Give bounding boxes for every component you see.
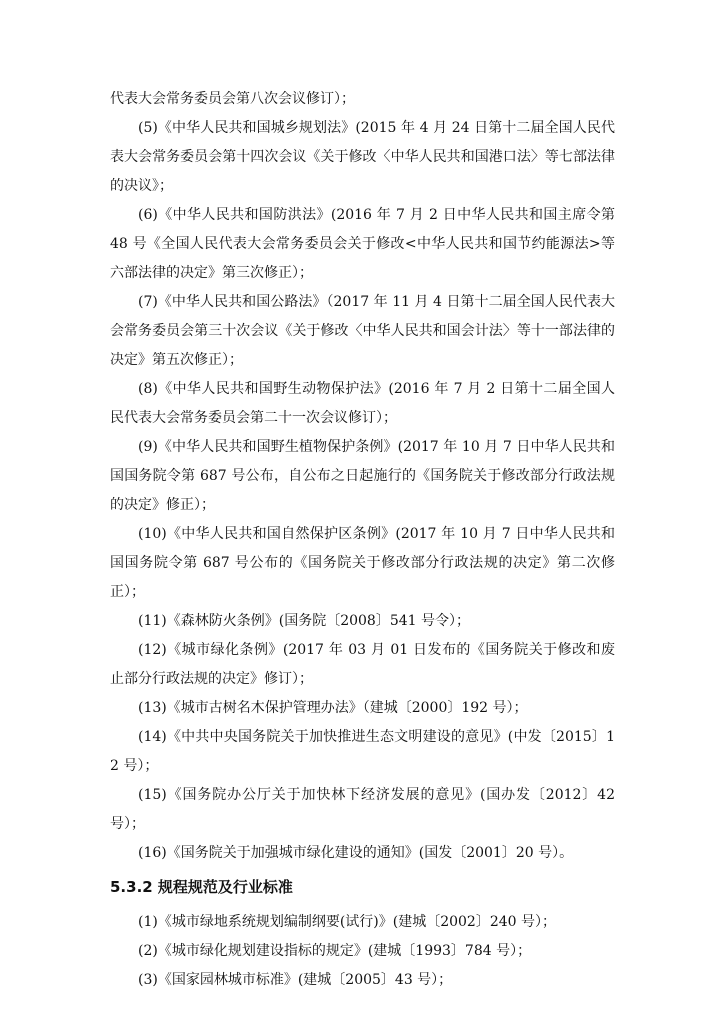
paragraph-item-7: (7)《中华人民共和国公路法》（2017 年 11 月 4 日第十二届全国人民代表大会常务委员会第三十次会议《关于修改〈中华人民共和国会计法〉等十一部法律的决定》第五次修正）； (110, 294, 615, 368)
document-page (110, 85, 615, 995)
paragraph-item-10: (10)《中华人民共和国自然保护区条例》(2017 年 10 月 7 日中华人民共和国国务院令第 687 号公布的《国务院关于修改部分行政法规的决定》第二次修正）； (110, 526, 615, 600)
section-heading: 5.3.2 规程规范及行业标准 (110, 878, 293, 896)
standard-item-1: (1)《城市绿地系统规划编制纲要(试行)》(建城〔2002〕240 号）； (138, 914, 557, 930)
paragraph-item-12: (12)《城市绿化条例》(2017 年 03 月 01 日发布的《国务院关于修改和废止部分行政法规的决定》修订）； (110, 642, 615, 687)
paragraph-item-5: (5)《中华人民共和国城乡规划法》(2015 年 4 月 24 日第十二届全国人民代表大会常务委员会第十四次会议《关于修改〈中华人民共和国港口法〉等七部法律的决议》； (110, 120, 615, 194)
standard-item-2: (2)《城市绿化规划建设指标的规定》(建城〔1993〕784 号）； (138, 943, 532, 959)
paragraph-item-14: (14)《中共中央国务院关于加快推进生态文明建设的意见》(中发〔2015〕12 号）； (110, 729, 615, 774)
standard-item-3: (3)《国家园林城市标准》(建城〔2005〕43 号）； (138, 972, 453, 988)
paragraph-item-9: (9)《中华人民共和国野生植物保护条例》(2017 年 10 月 7 日中华人民共和国国务院令第 687 号公布，自公布之日起施行的《国务院关于修改部分行政法规的决定》修正）； (110, 439, 615, 513)
paragraph-item-8: (8)《中华人民共和国野生动物保护法》(2016 年 7 月 2 日第十二届全国人民代表大会常务委员会第二十一次会议修订）； (110, 381, 615, 426)
regulations-list (110, 85, 615, 868)
paragraph-item-16: (16)《国务院关于加强城市绿化建设的通知》(国发〔2001〕20 号）。 (138, 845, 574, 861)
paragraph-item-6: (6)《中华人民共和国防洪法》(2016 年 7 月 2 日中华人民共和国主席令第 48 号《全国人民代表大会常务委员会关于修改<中华人民共和国节约能源法>等六部法律的决定》第三次修正）； (110, 207, 615, 281)
paragraph-item-15: (15)《国务院办公厅关于加快林下经济发展的意见》(国办发〔2012〕42 号）； (110, 787, 615, 832)
paragraph-item-11: (11)《森林防火条例》(国务院〔2008〕541 号令）； (138, 613, 470, 629)
standards-list (110, 908, 615, 995)
paragraph-item-13: (13)《城市古树名木保护管理办法》（建城〔2000〕192 号）； (138, 700, 528, 716)
paragraph-item-4-continuation: 代表大会常务委员会第八次会议修订）； (110, 91, 355, 107)
